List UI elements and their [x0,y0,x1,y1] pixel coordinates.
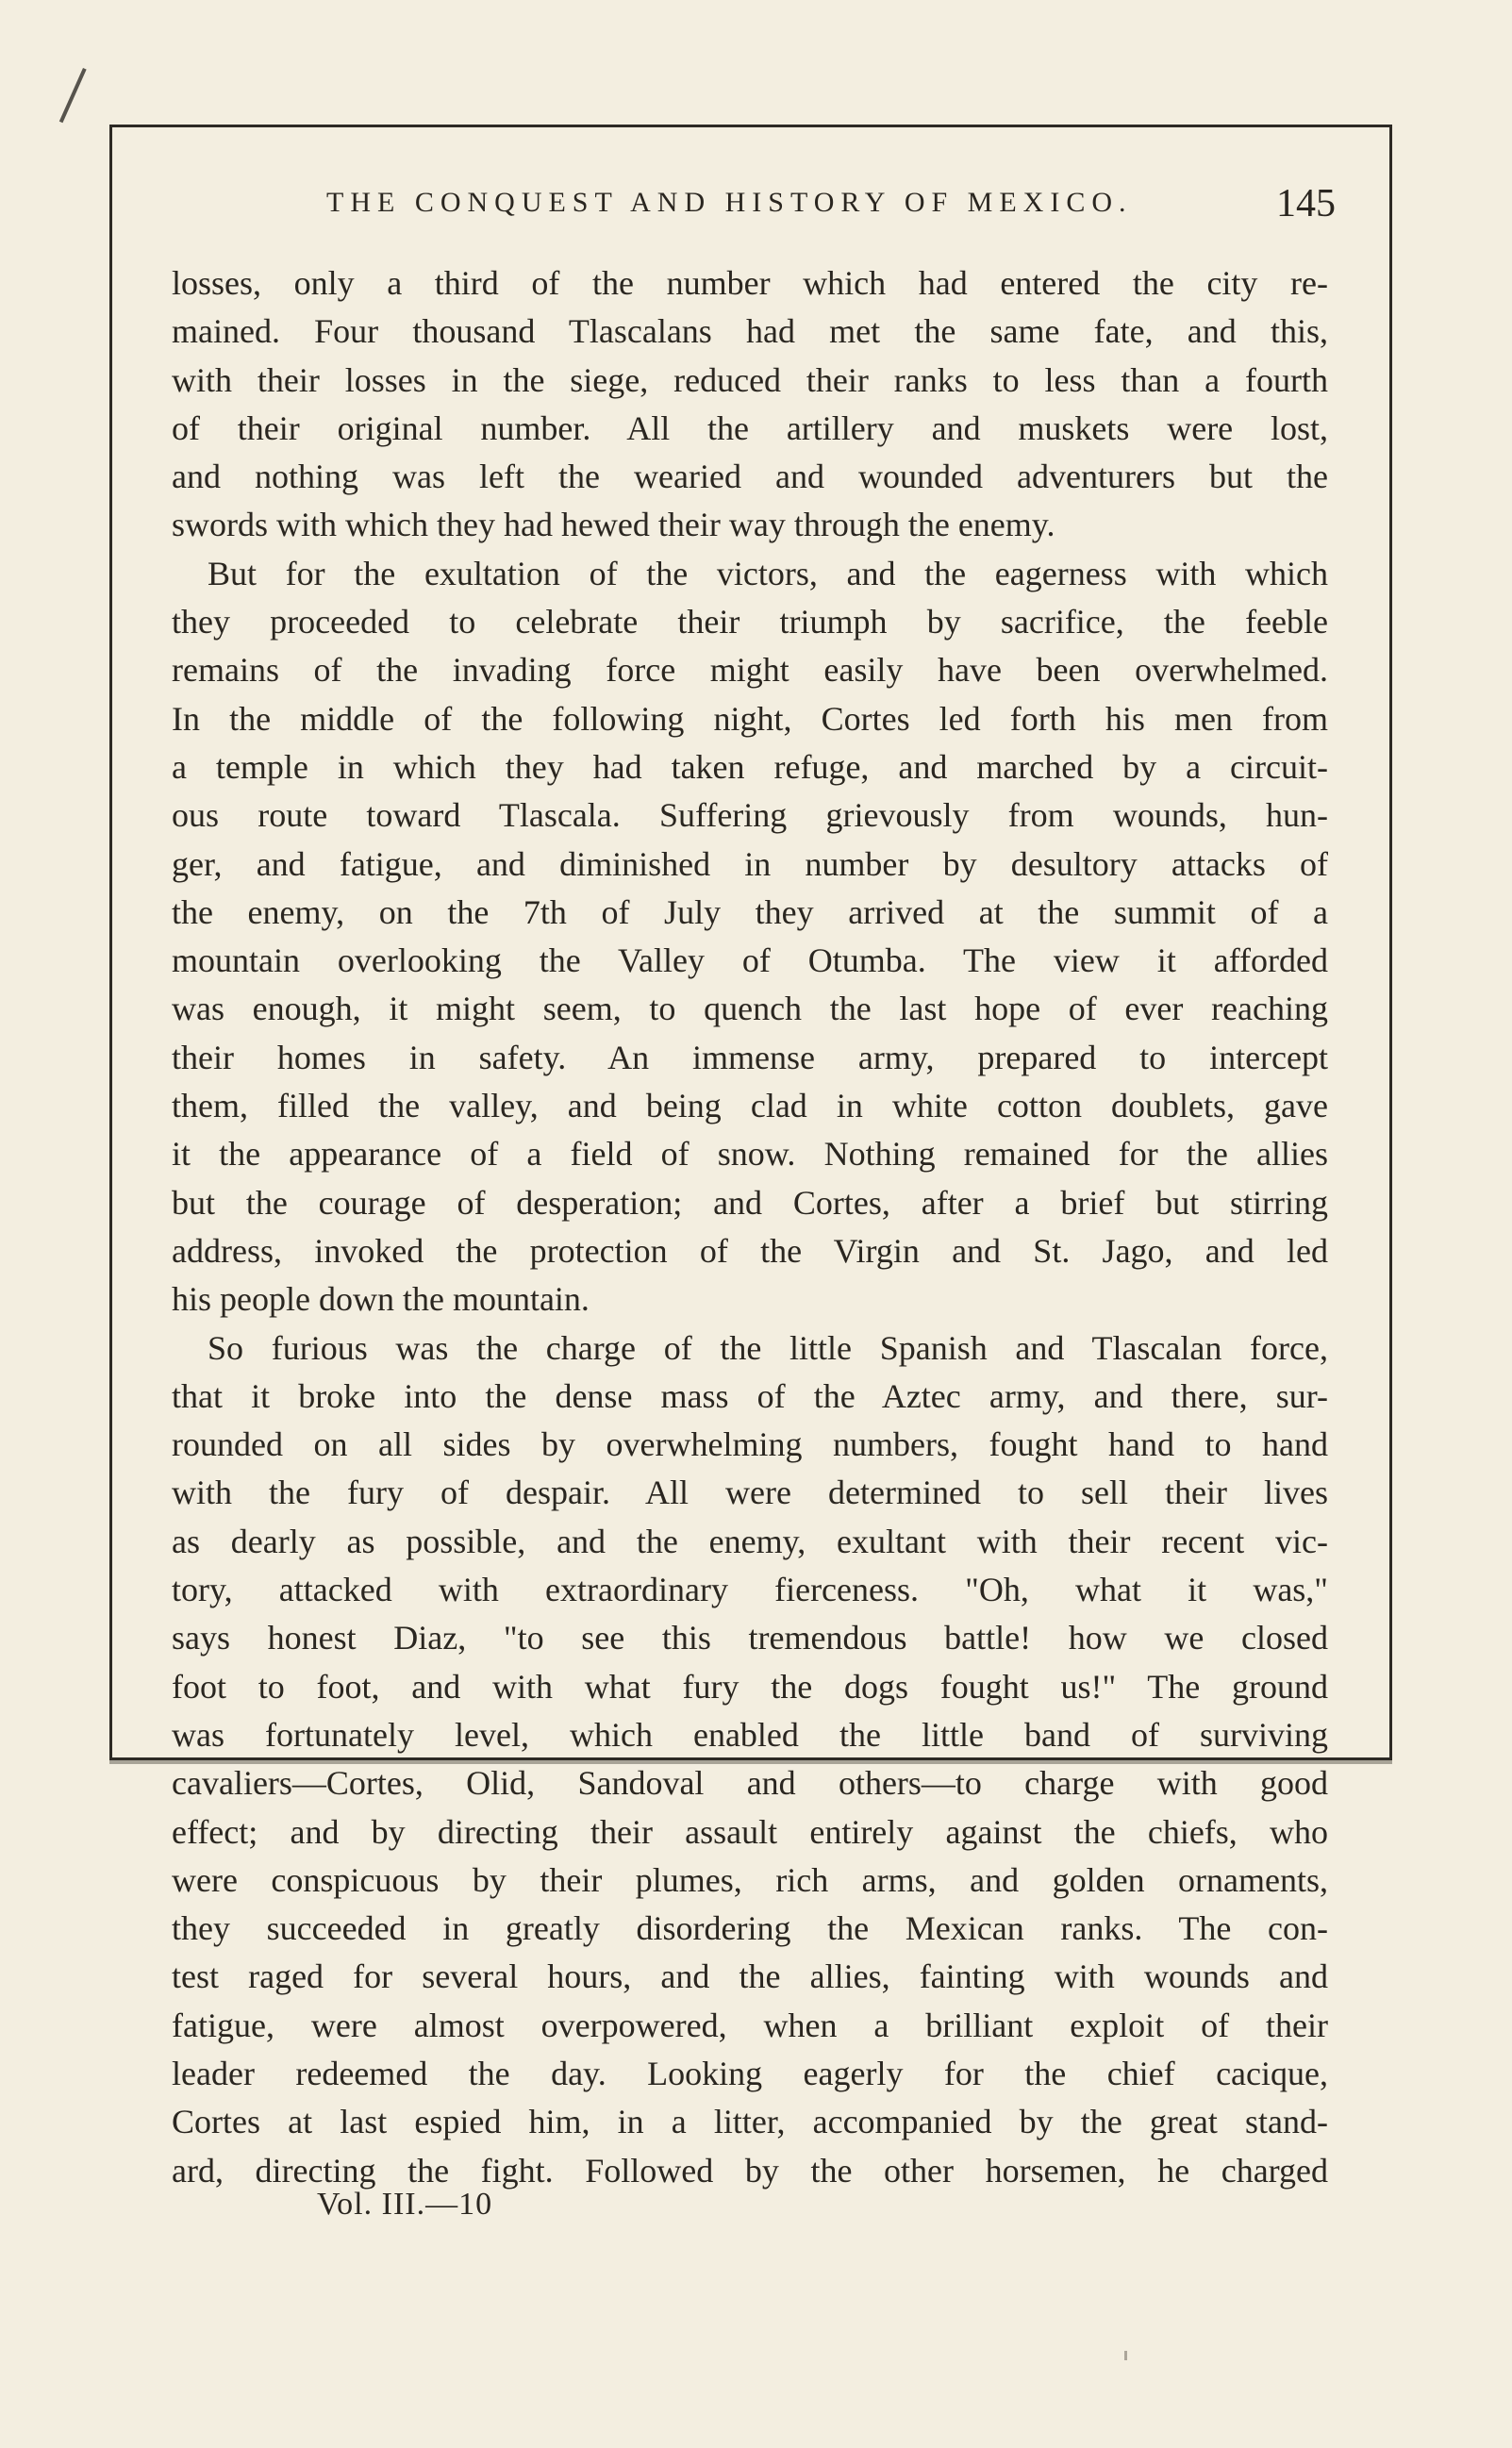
text-line: remains of the invading force might easily have been overwhelmed. [172,651,1328,690]
text-line: their homes in safety. An immense army, prepared to intercept [172,1038,1328,1076]
text-line: losses, only a third of the number which had entered the city re- [172,264,1328,302]
text-line: cavaliers—Cortes, Olid, Sandoval and others—to charge with good [172,1764,1328,1803]
text-line: as dearly as possible, and the enemy, exultant with their recent vic- [172,1522,1328,1560]
text-line: But for the exultation of the victors, and the eagerness with which [208,554,1328,592]
text-line: his people down the mountain. [172,1280,590,1319]
text-line: were conspicuous by their plumes, rich arms, and golden ornaments, [172,1860,1328,1899]
text-line: the enemy, on the 7th of July they arrived at the summit of a [172,892,1328,931]
text-line: effect; and by directing their assault entirely against the chiefs, who [172,1812,1328,1851]
text-line: fatigue, were almost overpowered, when a brilliant exploit of their [172,2006,1328,2044]
text-line: mountain overlooking the Valley of Otumba. The view it afforded [172,941,1328,980]
text-line: was enough, it might seem, to quench the last hope of ever reaching [172,990,1328,1028]
text-line: with their losses in the siege, reduced their ranks to less than a fourth [172,360,1328,399]
text-line: ger, and fatigue, and diminished in number by desultory attacks of [172,844,1328,883]
page-number: 145 [1276,182,1336,225]
text-line: was fortunately level, which enabled the little band of surviving [172,1715,1328,1754]
page-header [326,181,1336,238]
text-line: Cortes at last espied him, in a litter, accompanied by the great stand- [172,2103,1328,2141]
text-line: tory, attacked with extraordinary fierceness. "Oh, what it was," [172,1571,1328,1609]
pencil-mark [59,68,87,123]
text-line: ous route toward Tlascala. Suffering grievously from wounds, hun- [172,796,1328,835]
text-line: of their original number. All the artillery and muskets were lost, [172,408,1328,447]
text-line: address, invoked the protection of the Virgin and St. Jago, and led [172,1231,1328,1270]
body-text [172,259,1328,2195]
text-line: but the courage of desperation; and Cortes, after a brief but stirring [172,1183,1328,1222]
text-line: foot to foot, and with what fury the dogs fought us!" The ground [172,1667,1328,1706]
text-line: So furious was the charge of the little Spanish and Tlascalan force, [208,1328,1328,1367]
text-line: with the fury of despair. All were determined to sell their lives [172,1474,1328,1512]
text-line: ard, directing the fight. Followed by the other horsemen, he charged [172,2151,1328,2190]
text-line: a temple in which they had taken refuge, and marched by a circuit- [172,747,1328,786]
text-line: In the middle of the following night, Cortes led forth his men from [172,699,1328,738]
text-line: leader redeemed the day. Looking eagerly for the chief cacique, [172,2054,1328,2092]
paper-speck [1124,2351,1127,2360]
text-line: it the appearance of a field of snow. Nothing remained for the allies [172,1135,1328,1174]
text-line: they succeeded in greatly disordering the Mexican ranks. The con- [172,1909,1328,1948]
text-line: them, filled the valley, and being clad in white cotton doublets, gave [172,1087,1328,1125]
text-line: that it broke into the dense mass of the Aztec army, and there, sur- [172,1376,1328,1415]
volume-signature: Vol. III.—10 [317,2187,493,2222]
text-line: test raged for several hours, and the allies, fainting with wounds and [172,1957,1328,1996]
text-line: rounded on all sides by overwhelming numbers, fought hand to hand [172,1425,1328,1464]
text-line: mained. Four thousand Tlascalans had met the same fate, and this, [172,312,1328,351]
text-line: says honest Diaz, "to see this tremendous battle! how we closed [172,1619,1328,1657]
text-line: swords with which they had hewed their way through the enemy. [172,506,1055,544]
text-line: and nothing was left the wearied and wounded adventurers but the [172,458,1328,496]
text-line: they proceeded to celebrate their triumph by sacrifice, the feeble [172,603,1328,641]
running-head: THE CONQUEST AND HISTORY OF MEXICO. [326,187,1133,218]
